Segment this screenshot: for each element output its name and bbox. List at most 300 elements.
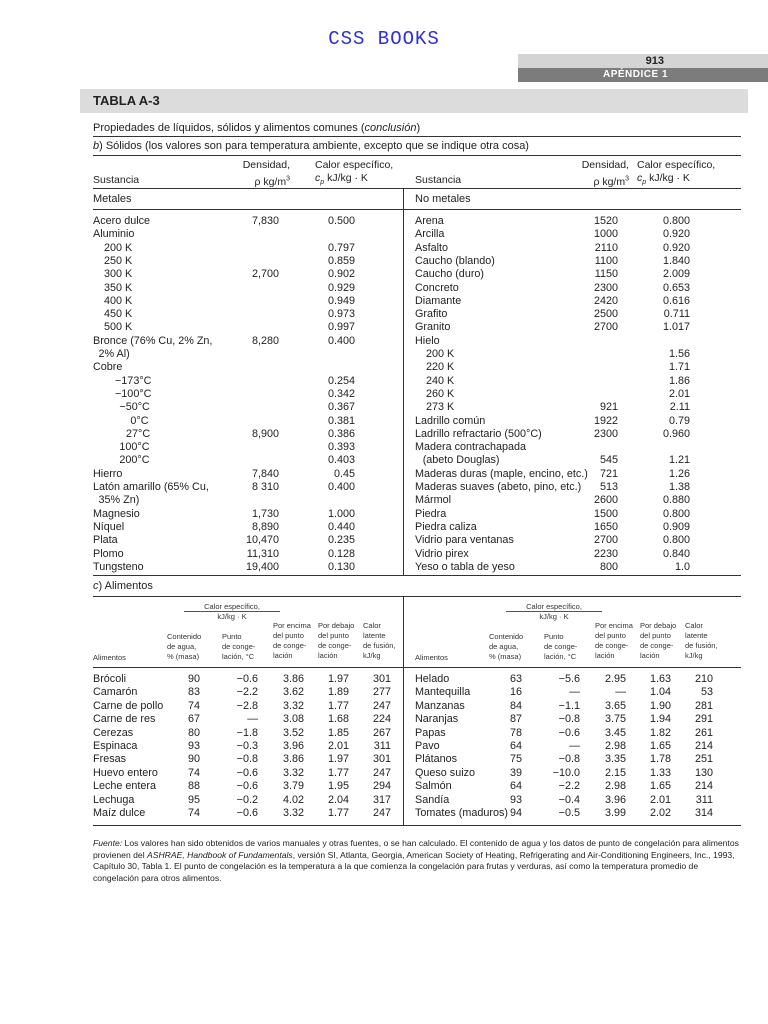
food-right-row [415, 740, 725, 753]
food-right-latent: 291 [694, 713, 713, 726]
metal-density: 7,830 [251, 215, 279, 227]
nonmetal-density: 2420 [593, 294, 618, 307]
food-left-row [93, 780, 403, 793]
nonmetal-cp: 2.11 [669, 401, 690, 414]
nonmetal-row [93, 481, 741, 494]
nonmetal-density: 2110 [594, 241, 618, 254]
food-left-water: 74 [187, 807, 200, 819]
food-right-freeze: −0.8 [558, 753, 580, 766]
food-right-water: 75 [509, 753, 522, 766]
food-header-right-3: Contenido de agua, % (masa) [489, 632, 524, 661]
nonmetal-row [93, 348, 741, 361]
nonmetal-row [93, 521, 741, 534]
nonmetal-row [93, 255, 741, 268]
metal-name: Magnesio [93, 507, 140, 520]
solids-table [93, 210, 741, 576]
food-header-left-2: Alimentos [93, 653, 126, 662]
food-right-row [415, 780, 725, 793]
food-right-row [415, 727, 725, 740]
food-left-latent: 301 [372, 753, 391, 766]
food-left-row [93, 740, 403, 753]
metal-name: −50°C [119, 401, 150, 414]
nonmetal-density: 2600 [593, 494, 618, 507]
nonmetal-name: Vidrio para ventanas [415, 534, 514, 547]
food-right-above: 2.98 [604, 780, 626, 793]
food-right-name: Manzanas [415, 699, 465, 712]
nonmetal-row [93, 508, 741, 521]
nonmetal-cp: 1.840 [662, 254, 690, 267]
food-right-below: 1.78 [649, 753, 671, 766]
nonmetal-cp: 2.01 [668, 387, 690, 400]
food-right-below: 1.82 [649, 726, 671, 739]
food-right-below: 1.65 [649, 740, 671, 752]
food-right-water: 64 [509, 780, 522, 793]
food-left-freeze: −0.2 [236, 793, 258, 806]
food-right-water: 78 [509, 726, 522, 739]
metal-density: 19,400 [245, 560, 279, 573]
food-right-row [415, 767, 725, 780]
nonmetal-row [93, 494, 741, 507]
nonmetal-density: 721 [599, 467, 618, 480]
nonmetal-cp: 0.800 [662, 534, 690, 547]
food-left-water: 88 [187, 780, 200, 793]
food-right-latent: 314 [694, 807, 713, 819]
food-right-freeze: −0.8 [558, 713, 580, 726]
food-right-water: 87 [509, 713, 522, 726]
food-right-freeze: −10.0 [552, 766, 580, 779]
nonmetal-name: 240 K [426, 374, 455, 387]
metal-name: −173°C [115, 374, 152, 387]
metal-name: 35% Zn) [98, 494, 140, 507]
metal-name: Latón amarillo (65% Cu, [93, 481, 209, 493]
food-header-right-7: Calor latente de fusión, kJ/kg [685, 621, 718, 660]
food-left-latent: 317 [372, 793, 391, 806]
nonmetal-row [93, 282, 741, 295]
nonmetal-cp: 0.840 [662, 547, 690, 560]
nonmetal-name: 200 K [426, 348, 455, 360]
food-left-freeze: −0.6 [236, 673, 258, 685]
metal-name: Níquel [93, 520, 125, 533]
food-header-right-4: Punto de conge- lación, °C [544, 632, 578, 661]
metal-cp: 0.393 [327, 441, 355, 454]
food-right-water: 63 [509, 673, 522, 685]
header-calor-right: Calor específico, $c_p$ kJ/kg · K [637, 159, 716, 187]
food-left-row [93, 807, 403, 820]
nonmetal-row [93, 375, 741, 388]
food-left-freeze: −2.2 [236, 686, 258, 699]
food-right-latent: 214 [694, 740, 713, 752]
nonmetal-density: 2300 [593, 281, 618, 294]
food-right-above: 2.95 [604, 673, 626, 685]
nonmetal-name: Diamante [415, 294, 462, 307]
metal-cp: 0.128 [327, 547, 355, 560]
metal-name: 300 K [104, 268, 133, 281]
metal-name: 27°C [126, 427, 151, 440]
food-left-row [93, 753, 403, 766]
food-right-name: Papas [415, 726, 446, 739]
food-right-below: 2.01 [649, 793, 671, 806]
food-left-water: 93 [187, 740, 200, 752]
metal-name: Bronce (76% Cu, 2% Zn, [93, 334, 213, 347]
food-header-left-4: Punto de conge- lación, °C [222, 632, 256, 661]
metal-cp: 0.403 [327, 454, 355, 467]
food-left-name: Camarón [93, 686, 138, 699]
header-sustancia-right: Sustancia [415, 174, 462, 186]
food-header-right-5: Por encima del punto de conge- lación [595, 621, 633, 660]
nonmetal-name: 273 K [426, 401, 455, 414]
food-right-above: 3.45 [604, 726, 626, 739]
food-right-name: Sandía [415, 793, 450, 806]
food-right-above: 3.96 [604, 793, 626, 806]
metal-density: 11,310 [246, 547, 279, 560]
nonmetal-row [93, 361, 741, 374]
food-left-water: 95 [187, 793, 200, 806]
metal-cp: 0.254 [327, 374, 355, 387]
nonmetal-name: Mármol [415, 494, 451, 507]
nonmetal-density: 545 [599, 454, 618, 467]
food-right-above: — [615, 686, 626, 699]
food-left-above: 3.32 [282, 807, 304, 819]
food-left-name: Leche entera [93, 780, 157, 793]
nonmetal-cp: 1.38 [668, 481, 690, 493]
food-left-freeze: −2.8 [236, 699, 258, 712]
food-right-water: 93 [509, 793, 522, 806]
food-left-row [93, 794, 403, 807]
food-left-above: 3.96 [282, 740, 304, 752]
food-right-name: Pavo [415, 740, 440, 752]
nonmetal-cp: 1.017 [662, 321, 690, 334]
metal-density: 8,890 [251, 520, 279, 533]
food-right-name: Naranjas [415, 713, 459, 726]
nonmetal-row [93, 321, 741, 334]
metal-name: 2% Al) [98, 348, 130, 360]
food-left-below: 1.77 [327, 807, 349, 819]
food-left-above: 4.02 [282, 793, 304, 806]
metal-name: 500 K [104, 321, 133, 334]
nonmetal-cp: 0.711 [663, 308, 690, 321]
food-left-row [93, 727, 403, 740]
footnote: Fuente: Los valores han sido obtenidos de varios manuales y otras fuentes, o se han calculado. El contenido de agua y los datos de punto de congelación para alimentos provienen del ASHRAE, Handbook of Fundamentals, versión SI, Atlanta, Georgia, American Society of Heating, Refrigerating and Air-Conditioning Engineers, Inc., 1993, Capítulo 30, Tabla 1. El punto de congelación es la temperatura a la que comienza la congelación para frutas y verduras, así como la temperatura promedio de congelación para otros alimentos. [93, 838, 739, 883]
food-header-right-0: Calor específico, [526, 602, 582, 611]
food-right-below: 1.04 [649, 686, 671, 699]
food-right-below: 1.94 [649, 713, 671, 726]
nonmetal-row [93, 428, 741, 441]
food-left-above: 3.86 [282, 753, 304, 766]
nonmetal-name: Asfalto [415, 241, 449, 254]
metal-cp: 0.400 [327, 334, 355, 347]
nonmetal-cp: 1.0 [674, 560, 690, 573]
group-row [93, 189, 741, 210]
food-right-below: 1.90 [649, 699, 671, 712]
food-left-name: Carne de res [93, 713, 156, 726]
food-left-above: 3.32 [282, 699, 304, 712]
food-left-water: 80 [187, 726, 200, 739]
food-right-name: Plátanos [415, 753, 458, 766]
food-right-freeze: −5.6 [558, 673, 580, 685]
food-left-below: 1.97 [327, 753, 349, 766]
nonmetal-row [93, 308, 741, 321]
food-left-above: 3.86 [282, 673, 304, 685]
food-left-below: 1.77 [327, 699, 349, 712]
food-left-name: Maíz dulce [93, 807, 146, 819]
metal-cp: 0.902 [327, 268, 355, 281]
header-sustancia-left: Sustancia [93, 174, 140, 186]
nonmetal-cp: 0.880 [662, 494, 690, 507]
nonmetal-name: Ladrillo común [415, 414, 486, 427]
food-left-below: 1.85 [327, 726, 349, 739]
nonmetal-name: Madera contrachapada [415, 441, 527, 454]
foods-table [93, 597, 741, 826]
nonmetal-density: 2700 [593, 321, 618, 334]
food-left-freeze: −0.6 [236, 780, 258, 793]
nonmetal-name: Arcilla [415, 228, 445, 241]
food-right-row [415, 673, 725, 686]
page-number: 913 [518, 54, 768, 68]
food-left-latent: 311 [373, 740, 391, 752]
food-left-below: 1.68 [327, 713, 349, 726]
metal-name: Aluminio [93, 228, 135, 241]
metal-name: Plata [93, 534, 118, 547]
food-right-above: 3.75 [604, 713, 626, 726]
metal-name: 350 K [104, 281, 133, 294]
food-right-name: Queso suizo [415, 766, 476, 779]
food-left-above: 3.32 [282, 766, 304, 779]
table-subtitle: Propiedades de líquidos, sólidos y alimentos comunes (conclusión) [93, 120, 741, 137]
metal-cp: 0.235 [327, 534, 355, 547]
food-header-right-1: kJ/kg · K [506, 611, 602, 622]
food-left-freeze: −1.8 [236, 726, 258, 739]
metal-name: 450 K [104, 308, 133, 321]
nonmetal-density: 921 [599, 401, 618, 414]
food-right-below: 1.33 [649, 766, 671, 779]
food-right-latent: 214 [694, 780, 713, 793]
nonmetal-cp: 1.21 [668, 454, 690, 467]
nonmetal-row [93, 415, 741, 428]
metal-density: 8,900 [251, 427, 279, 440]
nonmetal-cp: 0.79 [668, 414, 690, 427]
food-right-row [415, 686, 725, 699]
nonmetal-cp: 1.56 [668, 348, 690, 360]
food-left-name: Fresas [93, 753, 126, 766]
food-right-above: 2.15 [604, 766, 626, 779]
nonmetal-row [93, 268, 741, 281]
food-left-below: 1.89 [327, 686, 349, 699]
nonmetal-row [93, 468, 741, 481]
nonmetal-density: 513 [599, 481, 618, 493]
nonmetal-row [93, 295, 741, 308]
metal-cp: 0.500 [327, 215, 355, 227]
metal-name: Plomo [93, 547, 124, 560]
metal-name: Acero dulce [93, 215, 151, 227]
nonmetal-cp: 0.960 [662, 427, 690, 440]
appendix-label: APÉNDICE 1 [518, 68, 768, 82]
food-left-water: 90 [187, 673, 200, 685]
nonmetal-cp: 0.800 [662, 215, 690, 227]
food-right-above: 2.98 [604, 740, 626, 752]
food-header-right-6: Por debajo del punto de conge- lación [640, 621, 677, 660]
nonmetal-cp: 0.920 [662, 241, 690, 254]
food-left-row [93, 713, 403, 726]
metal-name: Hierro [93, 467, 123, 480]
food-left-latent: 301 [372, 673, 391, 685]
food-right-freeze: −2.2 [558, 780, 580, 793]
food-right-freeze: — [569, 686, 580, 699]
nonmetal-density: 2230 [593, 547, 618, 560]
food-right-water: 84 [509, 699, 522, 712]
food-left-below: 1.77 [327, 766, 349, 779]
food-left-row [93, 700, 403, 713]
food-right-latent: 261 [694, 726, 713, 739]
table-title: TABLA A-3 [93, 93, 160, 108]
nonmetal-name: Granito [415, 321, 451, 334]
food-left-water: 83 [187, 686, 200, 699]
nonmetal-density: 2500 [593, 308, 618, 321]
food-header-right-2: Alimentos [415, 653, 448, 662]
metal-cp: 0.997 [327, 321, 355, 334]
nonmetal-cp: 0.653 [662, 281, 690, 294]
nonmetal-cp: 1.26 [668, 467, 690, 480]
nonmetal-cp: 1.71 [668, 361, 690, 374]
metal-cp: 0.400 [327, 481, 355, 493]
food-right-row [415, 807, 725, 820]
solids-header-row [93, 156, 741, 189]
food-right-freeze: −0.5 [558, 807, 580, 819]
nonmetal-row [93, 454, 741, 467]
food-right-water: 64 [509, 740, 522, 752]
food-left-latent: 247 [372, 699, 391, 712]
food-right-latent: 251 [694, 753, 713, 766]
metal-cp: 0.859 [327, 254, 355, 267]
nonmetal-name: 260 K [426, 387, 455, 400]
metal-name: 100°C [119, 441, 150, 454]
nonmetal-name: Caucho (duro) [415, 268, 485, 281]
food-right-latent: 281 [694, 699, 713, 712]
nonmetal-density: 800 [599, 560, 618, 573]
nonmetal-density: 2700 [593, 534, 618, 547]
food-header-left-7: Calor latente de fusión, kJ/kg [363, 621, 396, 660]
food-left-freeze: −0.6 [236, 807, 258, 819]
metal-cp: 0.797 [327, 241, 355, 254]
nonmetal-name: Arena [415, 215, 444, 227]
food-right-below: 1.63 [649, 673, 671, 685]
page-header-box [518, 54, 768, 82]
food-right-water: 16 [509, 686, 522, 699]
food-right-name: Tomates (maduros) [415, 807, 509, 819]
food-right-row [415, 753, 725, 766]
food-left-above: 3.08 [282, 713, 304, 726]
food-right-water: 94 [509, 807, 522, 819]
metal-density: 10,470 [245, 534, 279, 547]
nonmetal-density: 2300 [593, 427, 618, 440]
food-left-below: 2.04 [327, 793, 349, 806]
food-header-left-3: Contenido de agua, % (masa) [167, 632, 202, 661]
food-left-name: Cerezas [93, 726, 134, 739]
food-left-latent: 247 [372, 807, 391, 819]
nonmetal-cp: 2.009 [662, 268, 690, 281]
metal-cp: 0.929 [327, 281, 355, 294]
food-left-latent: 277 [372, 686, 391, 699]
food-header-rule [93, 667, 741, 668]
metal-density: 2,700 [251, 268, 279, 281]
food-header-left-5: Por encima del punto de conge- lación [273, 621, 311, 660]
nonmetal-name: Maderas duras (maple, encino, etc.) [415, 467, 588, 480]
nonmetal-row [93, 401, 741, 414]
metal-density: 7,840 [251, 467, 279, 480]
metal-cp: 0.342 [327, 387, 355, 400]
watermark: CSS BOOKS [328, 28, 440, 50]
food-right-latent: 130 [694, 766, 713, 779]
header-densidad-right: Densidad, ρ $kg/m^3$ [581, 159, 629, 188]
food-left-row [93, 686, 403, 699]
metal-cp: 0.381 [327, 414, 355, 427]
food-left-name: Brócoli [93, 673, 127, 685]
header-densidad-left: Densidad, ρ $kg/m^3$ [242, 159, 290, 188]
food-right-latent: 311 [695, 793, 713, 806]
nonmetal-row [93, 534, 741, 547]
nonmetal-row [93, 388, 741, 401]
nonmetal-name: Maderas suaves (abeto, pino, etc.) [415, 481, 582, 493]
nonmetal-row [93, 561, 741, 574]
food-left-latent: 294 [372, 780, 391, 793]
section-c-heading: c) Alimentos [93, 576, 741, 597]
nonmetal-cp: 1.86 [668, 374, 690, 387]
food-left-row [93, 673, 403, 686]
food-right-row [415, 700, 725, 713]
table-title-bar [80, 89, 748, 113]
nonmetal-cp: 0.800 [662, 507, 690, 520]
metal-name: 0°C [130, 414, 149, 427]
food-left-water: 67 [187, 713, 200, 726]
metal-name: Tungsteno [93, 560, 144, 573]
metal-cp: 1.000 [327, 507, 355, 520]
food-right-name: Helado [415, 673, 450, 685]
metal-name: −100°C [115, 387, 152, 400]
nonmetal-name: (abeto Douglas) [422, 454, 500, 467]
nonmetal-name: Yeso o tabla de yeso [415, 560, 515, 573]
food-right-name: Salmón [415, 780, 452, 793]
food-right-water: 39 [509, 766, 522, 779]
food-left-above: 3.79 [282, 780, 304, 793]
food-right-below: 2.02 [649, 807, 671, 819]
metal-name: 250 K [104, 254, 133, 267]
nonmetal-cp: 0.616 [662, 294, 690, 307]
food-right-freeze: — [569, 740, 580, 752]
food-left-name: Carne de pollo [93, 699, 164, 712]
nonmetal-density: 1150 [594, 268, 618, 281]
nonmetal-name: Vidrio pirex [415, 547, 469, 560]
nonmetal-row [93, 441, 741, 454]
food-left-below: 2.01 [327, 740, 349, 752]
food-header-left-0: Calor específico, [204, 602, 260, 611]
nonmetal-density: 1520 [593, 215, 618, 227]
nonmetal-row [93, 228, 741, 241]
food-right-freeze: −0.4 [558, 793, 580, 806]
table-content [93, 120, 741, 826]
nonmetal-density: 1922 [593, 414, 618, 427]
nonmetal-name: Piedra [415, 507, 447, 520]
food-left-name: Lechuga [93, 793, 135, 806]
nonmetal-cp: 0.909 [662, 520, 690, 533]
metal-cp: 0.130 [327, 560, 355, 573]
food-left-freeze: −0.8 [236, 753, 258, 766]
nonmetal-density: 1500 [593, 507, 618, 520]
metal-density: 8,280 [251, 334, 279, 347]
group-no-metales: No metales [415, 193, 471, 205]
food-left-above: 3.62 [282, 686, 304, 699]
food-right-above: 3.35 [604, 753, 626, 766]
metal-cp: 0.440 [327, 520, 355, 533]
nonmetal-density: 1000 [593, 228, 618, 241]
